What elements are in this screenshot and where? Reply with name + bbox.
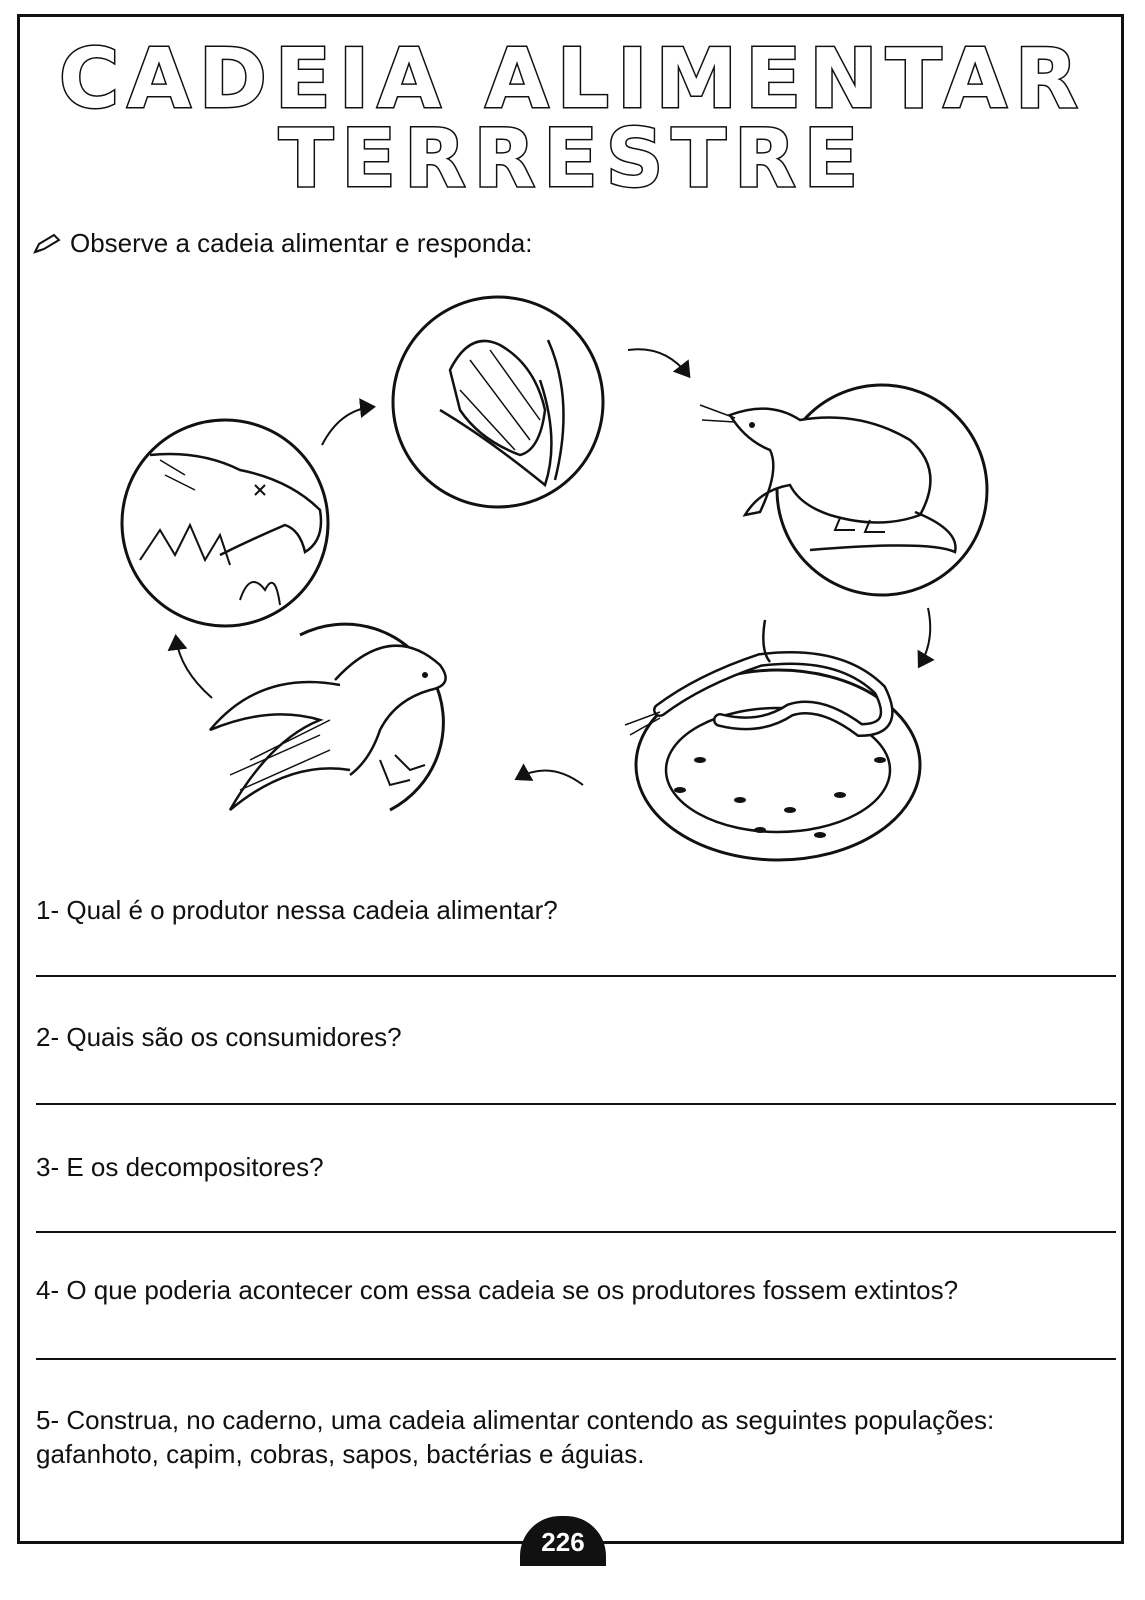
pencil-icon	[32, 232, 62, 256]
instruction	[32, 228, 533, 259]
decomposing-bird-illustration	[122, 420, 328, 626]
question-3: 3- E os decompositores?	[36, 1152, 324, 1182]
snake-illustration	[625, 620, 920, 860]
eagle-illustration	[210, 624, 446, 810]
answer-line-1[interactable]	[36, 975, 1116, 977]
food-chain-diagram	[0, 290, 1145, 870]
arrow-icon	[628, 349, 688, 375]
question-5	[36, 1403, 1106, 1471]
question-5-line-1: 5- Construa, no caderno, uma cadeia alimentar contendo as seguintes populações:	[36, 1405, 995, 1435]
corn-illustration	[393, 297, 603, 507]
question-2: 2- Quais são os consumidores?	[36, 1022, 402, 1052]
arrow-icon	[322, 407, 372, 445]
instruction-text: Observe a cadeia alimentar e responda:	[70, 228, 533, 258]
question-1: 1- Qual é o produtor nessa cadeia alimentar?	[36, 895, 558, 925]
page-number: 226	[520, 1516, 606, 1566]
answer-line-2[interactable]	[36, 1103, 1116, 1105]
question-4: 4- O que poderia acontecer com essa cadeia se os produtores fossem extintos?	[36, 1275, 959, 1305]
arrow-icon	[920, 608, 930, 665]
mouse-illustration	[700, 385, 987, 595]
title-line-2: TERRESTRE	[278, 112, 867, 205]
arrow-icon	[176, 638, 212, 698]
answer-line-4[interactable]	[36, 1358, 1116, 1360]
question-5-line-2: gafanhoto, capim, cobras, sapos, bactérias e águias.	[36, 1439, 645, 1469]
answer-line-3[interactable]	[36, 1231, 1116, 1233]
title-line-1: CADEIA ALIMENTAR	[59, 32, 1086, 127]
arrow-icon	[518, 770, 583, 785]
